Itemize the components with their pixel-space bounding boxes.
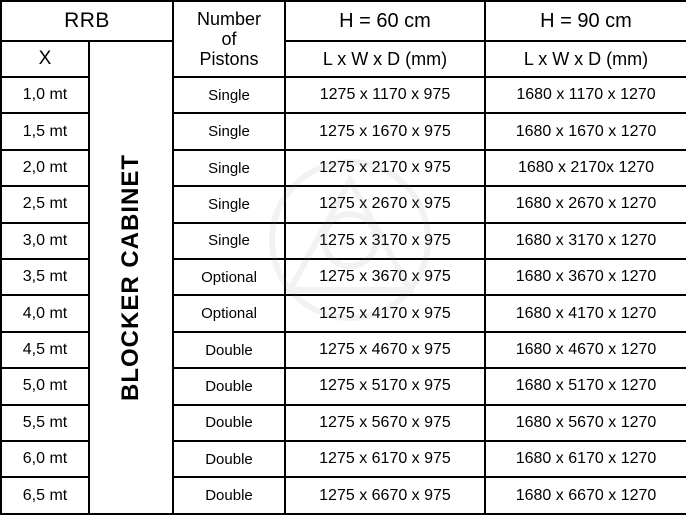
cell-pistons: Double — [173, 332, 285, 368]
cell-h90: 1680 x 3170 x 1270 — [485, 223, 686, 259]
header-h60-sub: L x W x D (mm) — [285, 41, 485, 77]
cell-pistons: Single — [173, 223, 285, 259]
cell-x: 4,0 mt — [1, 295, 89, 331]
cell-x: 3,0 mt — [1, 223, 89, 259]
cell-h90: 1680 x 5670 x 1270 — [485, 405, 686, 441]
cell-pistons: Single — [173, 77, 285, 113]
cell-h90: 1680 x 1670 x 1270 — [485, 113, 686, 149]
cell-x: 2,5 mt — [1, 186, 89, 222]
cell-h60: 1275 x 6170 x 975 — [285, 441, 485, 477]
cell-x: 2,0 mt — [1, 150, 89, 186]
cell-pistons: Optional — [173, 259, 285, 295]
header-h60: H = 60 cm — [285, 1, 485, 41]
header-x: X — [1, 41, 89, 77]
cell-x: 5,0 mt — [1, 368, 89, 404]
cell-h90: 1680 x 1170 x 1270 — [485, 77, 686, 113]
cell-h60: 1275 x 5670 x 975 — [285, 405, 485, 441]
header-blocker-cabinet-label: BLOCKER CABINET — [117, 154, 144, 401]
header-h90: H = 90 cm — [485, 1, 686, 41]
header-pistons-line2: of — [221, 28, 237, 49]
cell-x: 1,5 mt — [1, 113, 89, 149]
cell-x: 6,0 mt — [1, 441, 89, 477]
cell-pistons: Double — [173, 405, 285, 441]
cell-pistons: Single — [173, 113, 285, 149]
cell-pistons: Optional — [173, 295, 285, 331]
cell-h90: 1680 x 6670 x 1270 — [485, 477, 686, 514]
table-header-row-2 — [1, 41, 686, 77]
cell-h90: 1680 x 2670 x 1270 — [485, 186, 686, 222]
cell-x: 1,0 mt — [1, 77, 89, 113]
header-pistons-line1: Number — [196, 8, 262, 29]
cell-h90: 1680 x 4170 x 1270 — [485, 295, 686, 331]
cell-x: 3,5 mt — [1, 259, 89, 295]
cell-x: 5,5 mt — [1, 405, 89, 441]
cell-h90: 1680 x 4670 x 1270 — [485, 332, 686, 368]
cell-pistons: Double — [173, 368, 285, 404]
cell-h60: 1275 x 1170 x 975 — [285, 77, 485, 113]
cell-pistons: Double — [173, 477, 285, 514]
cell-h90: 1680 x 2170x 1270 — [485, 150, 686, 186]
cell-h90: 1680 x 5170 x 1270 — [485, 368, 686, 404]
cell-h60: 1275 x 5170 x 975 — [285, 368, 485, 404]
cell-pistons: Single — [173, 150, 285, 186]
cell-h60: 1275 x 4670 x 975 — [285, 332, 485, 368]
cell-pistons: Single — [173, 186, 285, 222]
header-rrb: RRB — [1, 1, 173, 41]
cell-h60: 1275 x 3670 x 975 — [285, 259, 485, 295]
header-blocker-cabinet — [89, 41, 173, 514]
cell-h90: 1680 x 3670 x 1270 — [485, 259, 686, 295]
header-pistons-line3: Pistons — [199, 49, 259, 70]
cell-x: 4,5 mt — [1, 332, 89, 368]
cell-h60: 1275 x 1670 x 975 — [285, 113, 485, 149]
cell-x: 6,5 mt — [1, 477, 89, 514]
cell-h60: 1275 x 2670 x 975 — [285, 186, 485, 222]
cell-pistons: Double — [173, 441, 285, 477]
header-h90-sub: L x W x D (mm) — [485, 41, 686, 77]
header-pistons — [173, 1, 285, 77]
cell-h90: 1680 x 6170 x 1270 — [485, 441, 686, 477]
cell-h60: 1275 x 2170 x 975 — [285, 150, 485, 186]
table-header-row-1 — [1, 1, 686, 41]
cell-h60: 1275 x 6670 x 975 — [285, 477, 485, 514]
cell-h60: 1275 x 3170 x 975 — [285, 223, 485, 259]
cell-h60: 1275 x 4170 x 975 — [285, 295, 485, 331]
